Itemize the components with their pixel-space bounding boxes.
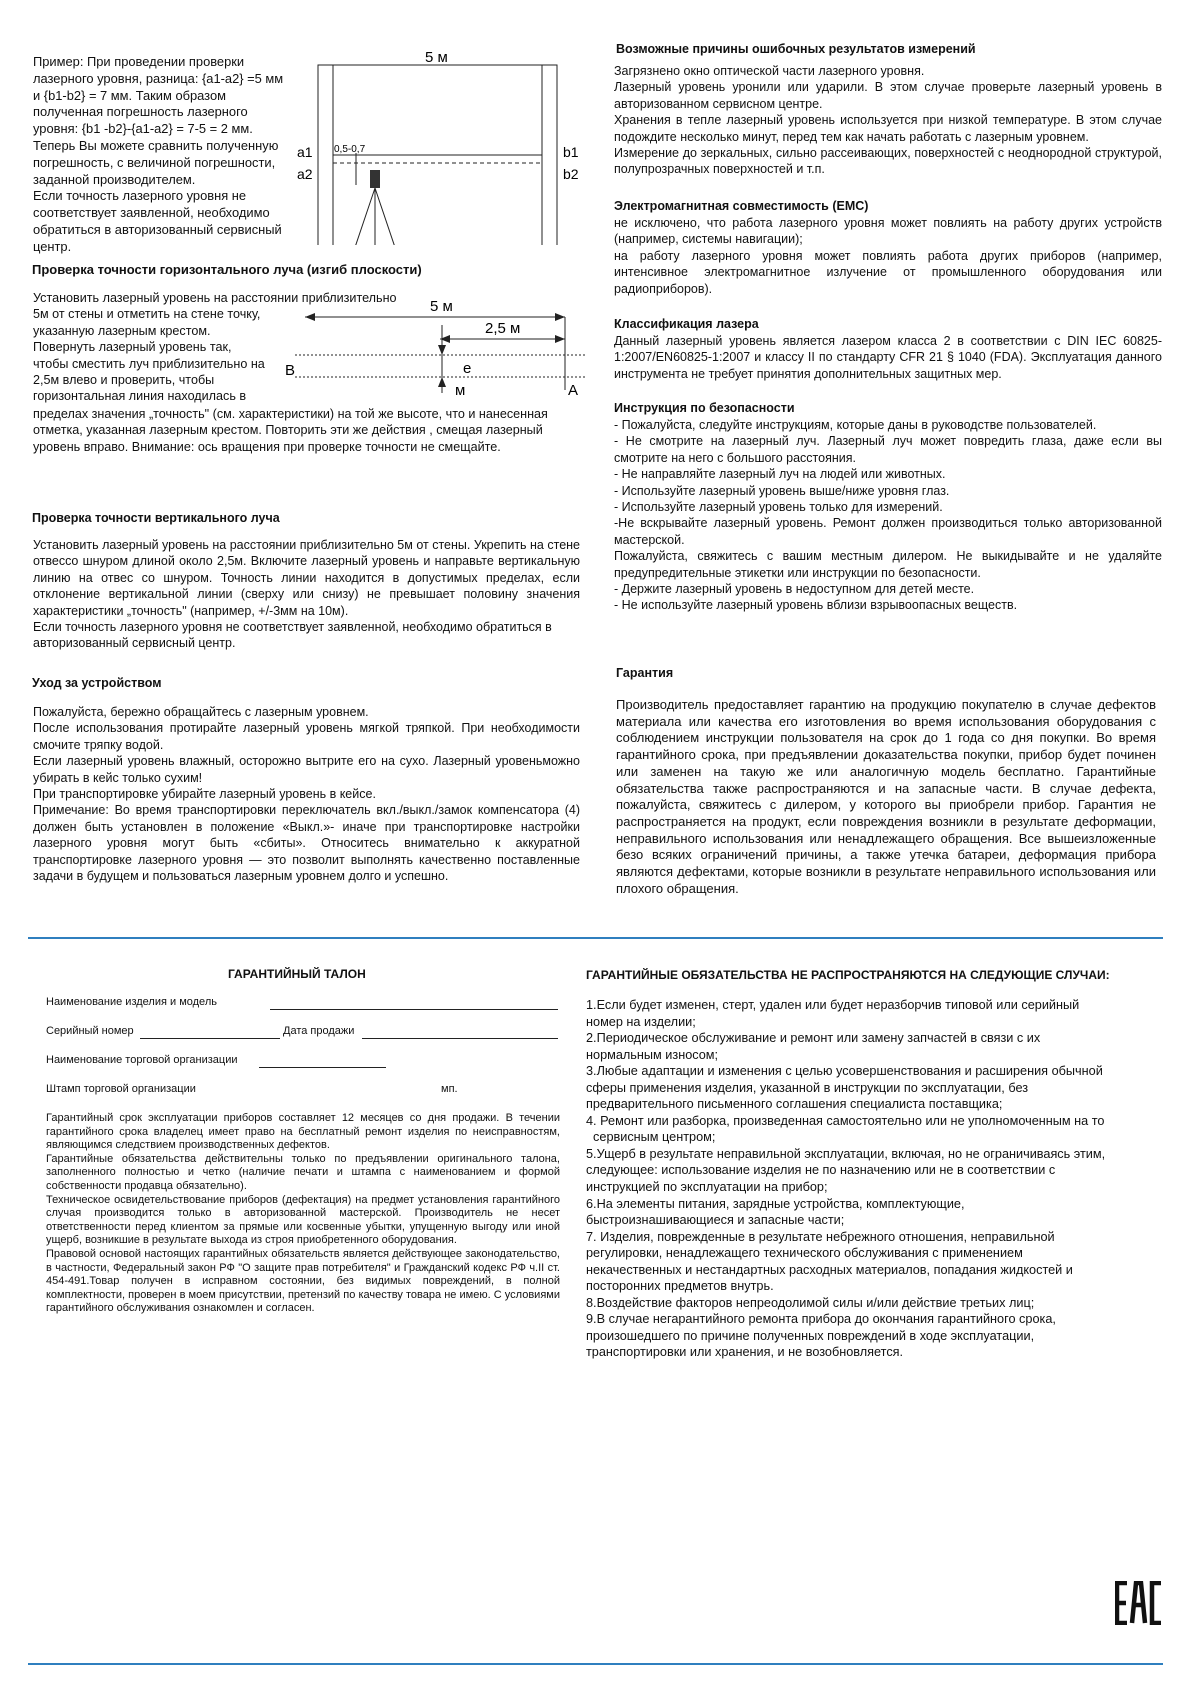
paragraph: Измерение до зеркальных, сильно рассеивающих, поверхностей с неоднородной структурой, полупрозрачных поверхностей и т.п.	[614, 146, 1162, 177]
warranty-text	[616, 697, 1156, 897]
paragraph: Загрязнено окно оптической части лазерного уровня.	[614, 64, 925, 78]
b-label: B	[285, 362, 296, 379]
paragraph: Хранения в тепле лазерный уровень используется при низкой температуре. В этом случае подождите несколько минут, перед тем как начать работать с лазерным уровнем.	[614, 113, 1162, 144]
list-line: сервисным центром;	[586, 1130, 716, 1145]
half-distance-label: 2,5 м	[485, 320, 521, 337]
text-line: Установить лазерный уровень на расстоянии приблизительно	[33, 291, 397, 305]
list-line: 2.Периодическое обслуживание и ремонт или замену запчастей в связи с их	[586, 1031, 1041, 1046]
list-line: 4. Ремонт или разборка, произведенная самостоятельно или не уполномоченным на то	[586, 1113, 1105, 1128]
paragraph: Установить лазерный уровень на расстоянии приблизительно 5м от стены. Укрепить на стене отвесcо шнуром длиной около 2,5м. Включите лазерный уровень и направьте вертикальную линию на отвес со шнуром. Точность линии находится в допустимых пределах, если отклонение вертикальной линии (сверху или снизу) не превышает половину значения характеристики „точность" (например, +/-3мм на 10м).	[33, 538, 580, 618]
list-line: инструкцией по эксплуатации на прибор;	[586, 1180, 828, 1195]
list-line: 1.Если будет изменен, стерт, удален или будет неразборчив типовой или серийный	[586, 998, 1080, 1012]
horizontal-text-short	[33, 290, 397, 405]
safety-title: Инструкция по безопасности	[614, 401, 795, 415]
laser-class-text	[614, 333, 1162, 382]
example-line: Если точность лазерного уровня не	[33, 188, 247, 204]
paragraph: Гарантийные обязательства действительны только по предъявлении оригинального талона, заполненного полностью и четко (наличие печати и штампа с наименованием и формой собственности продавца обязательно).	[46, 1152, 560, 1192]
serial-label: Серийный номер	[46, 1025, 134, 1037]
paragraph: После использования протирайте лазерный уровень мягкой тряпкой. При необходимости смочите тряпку водой.	[33, 721, 580, 752]
emc-text	[614, 215, 1162, 297]
list-line: сферы применения изделия, указанной в инструкции по эксплуатации, без	[586, 1080, 1029, 1095]
text-line: Повернуть лазерный уровень так,	[33, 340, 232, 355]
talon-text	[46, 1112, 560, 1316]
paragraph: Примечание: Во время транспортировки переключатель вкл./выкл./замок компенсатора (4) должен быть установлен в положение «Выкл.»- иначе при транспортировке настройки лазерного уровня могут быть «сбиты». Относитесь внимательно к аккуратной транспортировке лазерного уровня — это позволит выполнять качественно поставленные задачи в будущем и пользоваться лазерным уровнем долго и успешно.	[33, 803, 580, 884]
exclusions-list	[586, 997, 1166, 1361]
horizontal-text-long	[33, 406, 593, 455]
care-text	[33, 704, 580, 884]
paragraph: Производитель предоставляет гарантию на продукцию покупателю в случае дефектов материала или качества его изготовления во время использования оборудования с соблюдением инструкции пользователя на срок до 1 года со дня покупки. Во время гарантийного срока, при предъявлении доказательства покупки, прибор будет починен или заменен на такую же или аналогичную модель бесплатно. Гарантийные обязательства также распространяются и на запасные части. В случае дефекта, пожалуйста, свяжитесь с дилером, у которого вы приобрели прибор. Гарантия не распространяется на продукт, если повреждения возникли в результате деформации, неправильного использования или ненадлежащего обращения. Все вышеизложенные безо всяких ограничений причины, а также утечка батареи, деформация прибора являются дефектами, которые возникли в результате неправильного использования или плохого обращения.	[616, 697, 1156, 896]
list-line: 6.На элементы питания, зарядные устройства, комплектующие,	[586, 1196, 965, 1211]
paragraph: - Держите лазерный уровень в недоступном для детей месте.	[614, 582, 975, 597]
paragraph: - Используйте лазерный уровень выше/ниже уровня глаз.	[614, 483, 950, 498]
paragraph: -Не вскрывайте лазерный уровень. Ремонт должен производиться только авторизованной мастерской.	[614, 516, 1162, 547]
text-line: 2,5м влево и проверить, чтобы	[33, 373, 215, 388]
org-label: Наименование торговой организации	[46, 1054, 238, 1066]
a-label: A	[568, 382, 579, 399]
paragraph: Гарантийный срок эксплуатации приборов составляет 12 месяцев со дня продажи. В течении гарантийного срока владелец имеет право на бесплатный ремонт изделия по неисправностям, являющимся следствием производственных дефектов.	[46, 1112, 560, 1152]
emc-title: Электромагнитная совместимость (EMC)	[614, 199, 869, 213]
laser-unit	[370, 170, 380, 188]
list-line: 3.Любые адаптации и изменения с целью усовершенствования и расширения обычной	[586, 1064, 1103, 1079]
vertical-text	[33, 537, 580, 652]
serial-field[interactable]	[140, 1037, 280, 1039]
text-line: отметка, указанная лазерным крестом. Повторить эти же действия , смещая лазерный	[33, 423, 543, 438]
product-field[interactable]	[270, 1008, 558, 1010]
text-line: пределах значения „точность" (см. характеристики) на той же высоте, что и нанесенная	[33, 407, 548, 421]
example-line: полученная погрешность лазерного	[33, 104, 248, 120]
warranty-title: Гарантия	[616, 666, 674, 680]
paragraph: не исключено, что работа лазерного уровня может повлиять на работу других устройств (например, системы навигации);	[614, 216, 1162, 247]
text-line: чтобы сместить луч приблизительно на	[33, 356, 265, 371]
care-title: Уход за устройством	[32, 676, 162, 690]
list-line: нормальным износом;	[586, 1047, 719, 1062]
example-line: уровня: {b1 -b2}-{a1-a2} = 7-5 = 2 мм.	[33, 121, 253, 137]
paragraph: Лазерный уровень уронили или ударили. В этом случае проверьте лазерный уровень в авторизованном сервисном центре.	[614, 80, 1162, 111]
mp-label: мп.	[441, 1083, 458, 1095]
list-line: предварительного письменного соглашения специалиста поставщика;	[586, 1097, 1003, 1112]
paragraph: - Не направляйте лазерный луч на людей или животных.	[614, 467, 946, 482]
example-line: погрешность, с величиной погрешности,	[33, 154, 276, 170]
list-line: транспортировки или хранения, и не возобновляется.	[586, 1345, 904, 1360]
left-wall	[318, 65, 333, 245]
eac-mark-icon	[1115, 1581, 1163, 1625]
example-line: Теперь Вы можете сравнить полученную	[33, 137, 279, 153]
paragraph: - Пожалуйста, следуйте инструкциям, которые даны в руководстве пользователей.	[614, 418, 1097, 432]
tripod-leg	[375, 188, 405, 245]
paragraph: При транспортировке убирайте лазерный уровень в кейсе.	[33, 787, 376, 802]
laser-class-title: Классификация лазера	[614, 317, 759, 331]
list-line: регулировки, ненадлежащего технического обслуживания с применением	[586, 1246, 1023, 1261]
tripod-leg	[345, 188, 375, 245]
stamp-label: Штамп торговой организации	[46, 1083, 196, 1095]
example-line: обратиться в авторизованный сервисный	[33, 221, 282, 237]
a2-label: a2	[297, 166, 313, 182]
horizontal-title: Проверка точности горизонтального луча (изгиб плоскости)	[32, 262, 422, 277]
text-line: указанную лазерным крестом.	[33, 323, 211, 338]
example-text	[33, 54, 313, 256]
paragraph: Пожалуйста, бережно обращайтесь с лазерным уровнем.	[33, 705, 369, 719]
paragraph: Правовой основой настоящих гарантийных обязательств является действующее законодательство, в частности, Федеральный закон РФ "О защите прав потребителя" и Гражданский кодекс РФ ч.II ст. 454-491.Товар получен в исправном состоянии, без видимых повреждений, в полной комплектности, проверен в моем присутствии, претензий по качеству товара не имею. С условиями гарантийного обслуживания ознакомлен и согласен.	[46, 1247, 560, 1315]
paragraph: на работу лазерного уровня может повлиять работа других приборов (например, интенсивное электромагнитное излучение от промышленного оборудования или радиоприборов).	[614, 248, 1162, 296]
width-label: 5 м	[425, 49, 448, 66]
paragraph: Если лазерный уровень влажный, осторожно вытрите его на сухо. Лазерный уровеньможно убирать в кейс только сухим!	[33, 754, 580, 785]
example-line: соответствует заявленной, необходимо	[33, 205, 270, 221]
example-line: заданной производителем.	[33, 171, 196, 187]
list-line: произошедшего по причине полученных повреждений в ходе эксплуатации,	[586, 1328, 1035, 1343]
paragraph: Данный лазерный уровень является лазером класса 2 в соответствии с DIN IEC 60825-1:2007/EN60825-1:2007 и классу II по стандарту CFR 21 § 1040 (FDA). Эксплуатация данного инструмента не требует принятия дополнительных защитных мер.	[614, 334, 1162, 381]
m-label: м	[455, 382, 466, 399]
list-line: номер на изделии;	[586, 1014, 696, 1029]
list-line: 5.Ущерб в результате неправильной эксплуатации, включая, но не ограничиваясь этим,	[586, 1146, 1106, 1161]
date-label: Дата продажи	[283, 1025, 355, 1037]
right-wall	[542, 65, 557, 245]
example-line: центр.	[33, 238, 72, 254]
list-line: 9.В случае негарантийного ремонта прибора до окончания гарантийного срока,	[586, 1312, 1056, 1327]
talon-title: ГАРАНТИЙНЫЙ ТАЛОН	[228, 967, 366, 981]
vertical-title: Проверка точности вертикального луча	[32, 511, 280, 525]
product-label: Наименование изделия и модель	[46, 996, 217, 1008]
horizontal-diagram	[285, 295, 595, 400]
date-field[interactable]	[362, 1037, 558, 1039]
divider-top	[28, 937, 1163, 939]
e-label: e	[463, 360, 472, 377]
a1-label: a1	[297, 144, 313, 160]
paragraph: - Не используйте лазерный уровень вблизи взрывоопасных веществ.	[614, 598, 1018, 613]
list-line: быстроизнашивающиеся и запасные части;	[586, 1213, 845, 1228]
errors-title: Возможные причины ошибочных результатов измерений	[616, 42, 976, 56]
b1-label: b1	[563, 144, 579, 160]
paragraph: Техническое освидетельствование приборов (дефектация) на предмет установления гарантийного случая производится только в авторизованной мастерской. Производитель не несет ответственности перед клиентом за прямые или косвенные убытки, упущенную выгоду или иной ущерб, возникшие в результате выхода из строя приобретенного оборудования.	[46, 1193, 560, 1247]
list-line: следующее: использование изделия не по назначению или не в соответствии с	[586, 1163, 1056, 1178]
text-line: горизонтальная линия находилась в	[33, 389, 247, 404]
paragraph: - Не смотрите на лазерный луч. Лазерный луч может повредить глаза, даже если вы смотрите на него с большого расстояния.	[614, 434, 1162, 465]
list-line: некачественных и нестандартных расходных материалов, попадания жидкостей и	[586, 1262, 1073, 1277]
list-line: посторонних предметов внутрь.	[586, 1279, 774, 1294]
paragraph: - Используйте лазерный уровень только для измерений.	[614, 500, 943, 515]
b2-label: b2	[563, 166, 579, 182]
errors-text	[614, 63, 1162, 178]
divider-bottom	[28, 1663, 1163, 1665]
exclusions-title: ГАРАНТИЙНЫЕ ОБЯЗАТЕЛЬСТВА НЕ РАСПРОСТРАНЯЮТСЯ НА СЛЕДУЮЩИЕ СЛУЧАИ:	[586, 968, 1110, 982]
example-line: Пример: При проведении проверки	[33, 54, 245, 69]
safety-text	[614, 417, 1162, 614]
example-line: и {b1-b2} = 7 мм. Таким образом	[33, 87, 226, 103]
text-line: уровень вправо. Внимание: ось вращения при проверке точности не смещайте.	[33, 439, 501, 454]
paragraph: Если точность лазерного уровня не соответствует заявленной, необходимо обратиться в авторизованный сервисный центр.	[33, 620, 552, 651]
paragraph: Пожалуйста, свяжитесь с вашим местным дилером. Не выкидывайте и не удаляйте предупредительные этикетки или инструкции по безопасности.	[614, 549, 1162, 580]
org-field[interactable]	[259, 1066, 386, 1068]
list-line: 8.Воздействие факторов непреодолимой силы и/или действие третьих лиц;	[586, 1295, 1035, 1310]
calibration-diagram	[280, 45, 580, 245]
example-line: лазерного уровня, разница: {a1-a2} =5 мм	[33, 70, 284, 86]
text-line: 5м от стены и отметить на стене точку,	[33, 307, 261, 322]
gap-label: 0,5-0,7	[334, 144, 366, 155]
full-distance-label: 5 м	[430, 298, 453, 315]
list-line: 7. Изделия, поврежденные в результате небрежного отношения, неправильной	[586, 1229, 1055, 1244]
